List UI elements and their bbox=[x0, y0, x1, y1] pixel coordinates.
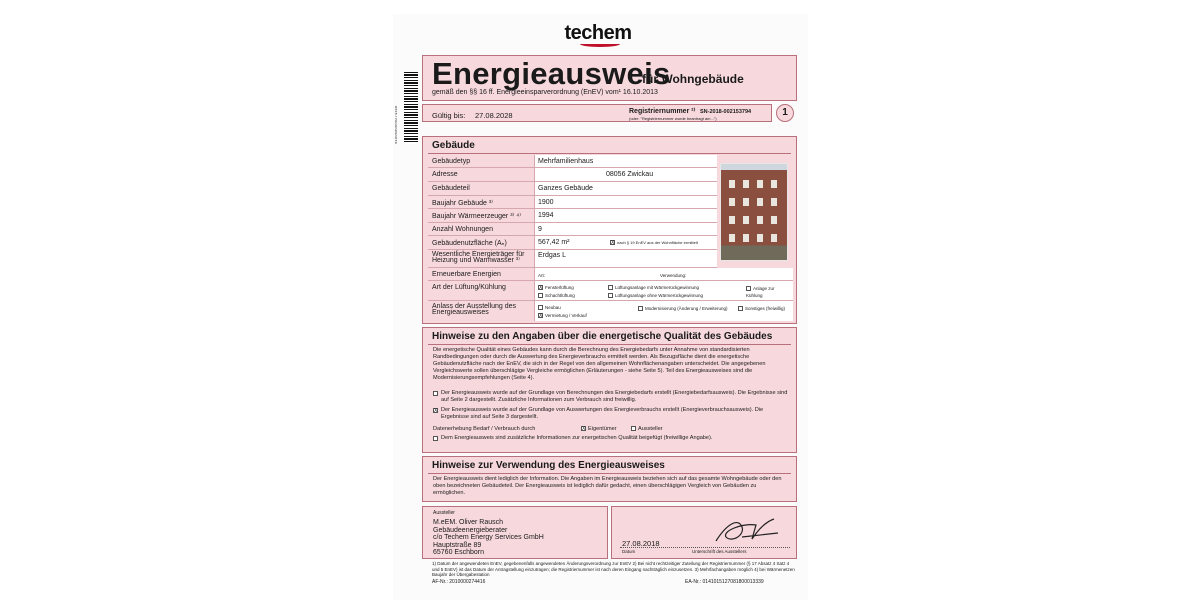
row-value: 1994 bbox=[538, 212, 554, 219]
area-note: X nach § 19 EnEV aus der Wohnfläche ermittelt bbox=[611, 240, 698, 247]
building-section bbox=[422, 136, 797, 324]
table-row bbox=[428, 236, 717, 250]
af-number: AF-Nr.: 2010000274416 bbox=[432, 579, 486, 585]
ventilation-option: Anlage zur Kühlung bbox=[746, 286, 775, 298]
hints-option: X Der Energieausweis wurde auf der Grundlage von Auswertungen des Energieverbrauchs erstellt (Energieverbrauchsausweis). Die Ergebnisse sind auf Seite 3 dargestellt. bbox=[434, 407, 764, 420]
row-key: Gebäudenutzfläche (Aₙ) bbox=[432, 240, 507, 247]
techem-logo: techem bbox=[564, 22, 632, 44]
table-row bbox=[428, 196, 717, 209]
hints-option: Der Energieausweis wurde auf der Grundlage von Berechnungen des Energiebedarfs erstellt (Energiebedarfsausweis). Die Ergebnisse sind auf Seite 2 dargestellt. Zusätzliche Informationen zum Verbrauch sind freiwillig. bbox=[433, 390, 788, 404]
usage-section bbox=[422, 456, 797, 502]
row-value: 567,42 m² bbox=[538, 239, 570, 246]
reason-option: Modernisierung (Änderung / Erweiterung) bbox=[638, 305, 728, 312]
row-key: Anzahl Wohnungen bbox=[432, 226, 493, 233]
issuer-label: Aussteller bbox=[433, 510, 455, 516]
reason-option: X Vermietung / Verkauf bbox=[539, 313, 587, 320]
row-key: Erneuerbare Energien bbox=[432, 271, 501, 278]
valid-until-label: Gültig bis: bbox=[432, 111, 466, 120]
usage-text: Der Energieausweis dient lediglich der Information. Die Angaben im Energieausweis beziehen sich auf das gesamte Wohngebäude oder den oben bezeichneten Gebäudeteil. Der Energieausweis ist lediglich dafür gedacht, einen überschlägigen Vergleich von Gebäuden zu ermöglichen. bbox=[433, 476, 782, 496]
usage-title: Hinweise zur Verwendung des Energieausweises bbox=[432, 460, 665, 471]
row-key: Gebäudeteil bbox=[432, 185, 470, 192]
issuer-address: M.eEM. Oliver Rausch Gebäudeenergieberater c/o Techem Energy Services GmbH Hauptstraße 89 65760 Eschborn bbox=[433, 519, 544, 556]
issue-date: 27.08.2018 bbox=[622, 539, 660, 548]
checkbox-checked: X bbox=[611, 240, 615, 247]
reason-option: Neubau bbox=[538, 305, 561, 310]
law-reference: gemäß den §§ 16 ff. Energieeinsparverordnung (EnEV) vom¹ 16.10.2013 bbox=[432, 89, 658, 96]
table-row bbox=[428, 223, 717, 236]
ea-number: EA-Nr.: 0141015127081800013339 bbox=[685, 579, 764, 585]
building-section-title: Gebäude bbox=[432, 140, 475, 151]
table-row bbox=[428, 155, 717, 168]
renewable-use-label: Verwendung: bbox=[660, 273, 687, 278]
issuer-box bbox=[422, 506, 608, 559]
document-header bbox=[422, 55, 797, 101]
logo-swoosh-icon bbox=[580, 41, 620, 47]
row-value: 1900 bbox=[538, 199, 554, 206]
row-value: 9 bbox=[538, 226, 542, 233]
building-photo bbox=[720, 163, 788, 261]
row-key: Gebäudetyp bbox=[432, 158, 471, 165]
table-row bbox=[428, 209, 717, 223]
ventilation-label: Art der Lüftung/Kühlung bbox=[432, 284, 506, 291]
signature-icon bbox=[712, 513, 782, 547]
table-row bbox=[428, 301, 793, 321]
barcode-icon bbox=[404, 72, 418, 144]
registration-note: (oder: "Registriernummer wurde beantragt am...") bbox=[629, 116, 717, 121]
hints-title: Hinweise zu den Angaben über die energetische Qualität des Gebäudes bbox=[432, 331, 773, 342]
divider bbox=[428, 153, 791, 154]
registration-label: Registriernummer ²⁾ bbox=[629, 108, 696, 115]
signature-label: Unterschrift des Ausstellers bbox=[692, 549, 747, 554]
footnotes: 1) Datum der angewendeten EnEV, gegebenenfalls angewendeten Änderungsverordnung zur EnEV 2) Bei nicht rechtzeitiger Zuteilung der Registriernummer (§ 17 Absatz 4 Satz 4 und 5 EnEV) ist das Datum der Antragstellung einzutragen; die Registriernummer ist nach deren Eingang nachträglich einzusetzen. 3) Mehrfachangaben möglich 4) bei Wärmenetzen Baujahr der Übergabestation bbox=[432, 561, 795, 578]
table-row bbox=[428, 168, 717, 182]
ventilation-option: Schachtlüftung bbox=[538, 293, 575, 298]
row-key: Adresse bbox=[432, 171, 458, 178]
table-row bbox=[428, 250, 717, 268]
date-label: Datum bbox=[622, 549, 636, 554]
table-row bbox=[428, 281, 793, 301]
valid-until-date: 27.08.2028 bbox=[475, 111, 513, 120]
ventilation-option: Lüftungsanlage mit Wärmerückgewinnung bbox=[608, 285, 699, 290]
validity-bar bbox=[422, 104, 772, 122]
divider bbox=[620, 547, 790, 548]
page-number: 1 bbox=[776, 104, 794, 122]
renewable-art-label: Art: bbox=[538, 273, 546, 278]
document-subtitle: für Wohngebäude bbox=[642, 72, 744, 86]
row-value: Mehrfamilienhaus bbox=[538, 158, 594, 165]
row-key: Baujahr Wärmeerzeuger ³⁾ ⁴⁾ bbox=[432, 213, 521, 220]
row-value: Ganzes Gebäude bbox=[538, 185, 593, 192]
hints-paragraph: Die energetische Qualität eines Gebäudes kann durch die Berechnung des Energiebedarfs unter Annahme von standardisierten Randbedingungen oder durch die Auswertung des Energieverbrauchs ermittelt werden. Als Bezugsfläche dient die energetische Gebäudenutzfläche nach der EnEV, die sich in der Regel von den allgemeinen Wohnflächenangaben unterscheidet. Die angegebenen Vergleichswerte sollen überschlägige Vergleiche ermöglichen (Erläuterungen - siehe Seite 5). Teil des Energieausweises sind die Modernisierungsempfehlungen (Seite 4). bbox=[433, 347, 766, 381]
table-row bbox=[428, 268, 793, 281]
hints-option: Dem Energieausweis sind zusätzliche Informationen zur energetischen Qualität beigefügt (freiwillige Angabe). bbox=[433, 435, 788, 442]
ventilation-option: X Fensterlüftung bbox=[539, 285, 574, 292]
row-value: Erdgas L bbox=[538, 252, 567, 259]
registration-number: SN-2018-002153794 bbox=[700, 109, 752, 115]
signature-box bbox=[611, 506, 797, 559]
table-row bbox=[428, 182, 717, 196]
barcode-number: 0100000000274416 bbox=[395, 105, 399, 144]
hints-section bbox=[422, 327, 797, 453]
row-value: 08056 Zwickau bbox=[606, 171, 654, 178]
data-collection-row: Datenerhebung Bedarf / Verbrauch durch X Eigentümer Aussteller bbox=[433, 426, 663, 433]
reason-label: Anlass der Ausstellung des Energieausweises bbox=[432, 303, 517, 316]
ventilation-option: Lüftungsanlage ohne Wärmerückgewinnung bbox=[608, 293, 703, 298]
document-title: Energieausweis bbox=[432, 56, 671, 91]
reason-option: Sonstiges (freiwillig) bbox=[738, 305, 788, 312]
divider bbox=[428, 344, 791, 345]
row-key: Baujahr Gebäude ³⁾ bbox=[432, 200, 493, 207]
row-key: Wesentliche Energieträger für Heizung und Warmwasser ³⁾ bbox=[432, 251, 525, 264]
divider bbox=[428, 473, 791, 474]
